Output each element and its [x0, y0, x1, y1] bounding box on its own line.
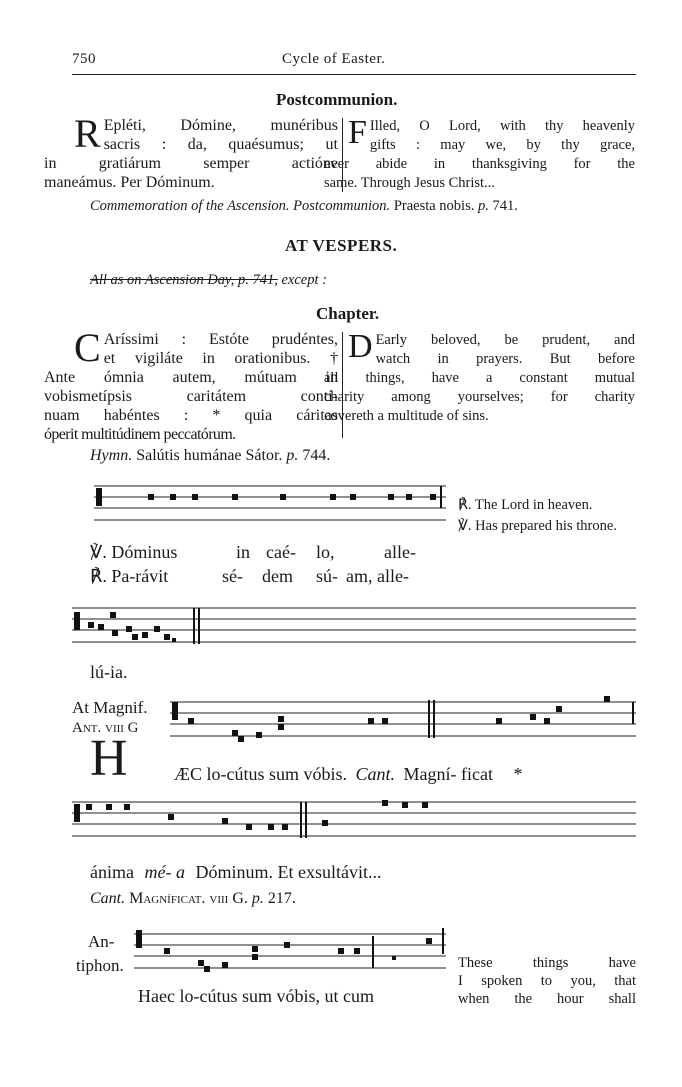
magnificat-initial: H	[90, 730, 128, 787]
latin-line: maneámus. Per Dóminum.	[44, 174, 215, 191]
latin-line: et vigiláte in orationibus. †	[103, 350, 338, 367]
cant-label: Cant.	[90, 890, 126, 907]
syllable: mé- a	[144, 862, 185, 882]
postcommunion-english	[324, 114, 635, 193]
drop-cap: R	[74, 111, 101, 156]
page-ref: 741.	[492, 198, 518, 214]
running-title: Cycle of Easter.	[282, 51, 386, 67]
struck-text: All as on Ascension Day, p. 741,	[90, 272, 278, 288]
antiphon-text: Haec lo-cútus sum vóbis, ut cum	[138, 986, 374, 1006]
syllable: ℣. Dóminus	[90, 542, 178, 562]
clef-icon	[74, 804, 80, 822]
tiphon-label: tiphon.	[76, 956, 124, 975]
english-line: ever abide in thanksgiving for the	[324, 156, 635, 172]
drop-cap: D	[348, 328, 373, 365]
commemoration-tail: Praesta nobis.	[393, 198, 475, 214]
latin-line: óperit multitúdinem peccatórum.	[44, 426, 236, 443]
english-line: covereth a multitude of sins.	[324, 408, 489, 424]
syllable: am, alle-	[346, 566, 409, 586]
drop-cap: C	[74, 325, 101, 370]
header-rule	[72, 74, 636, 75]
chapter-latin	[44, 325, 338, 444]
antiphon-english	[458, 954, 636, 1008]
page-ref: 217.	[267, 890, 296, 907]
chant-staff-1	[94, 482, 446, 528]
vespers-heading: AT VESPERS.	[285, 236, 398, 255]
latin-line: vobismetípsis caritátem contí-	[44, 388, 338, 405]
hymn-line	[90, 447, 330, 465]
latin-line: nuam habéntes : * quia cáritas	[44, 407, 338, 424]
clef-icon	[136, 930, 142, 948]
syllable: alle-	[384, 542, 416, 562]
syllable: sé-	[222, 566, 243, 586]
antiphon-label	[76, 930, 124, 978]
clef-icon	[74, 612, 80, 630]
chant-staff-2	[72, 604, 636, 650]
chant-staff-5	[134, 926, 446, 976]
latin-line: sacris : da, quaésumus; ut	[103, 136, 338, 153]
english-line: all things, have a constant mutual	[324, 370, 635, 386]
latin-line: in gratiárum semper actióne	[44, 155, 338, 172]
clef-icon	[96, 488, 102, 506]
ant-mode-label: Ant. viii G	[72, 720, 139, 736]
english-line: when the hour shall	[458, 991, 636, 1007]
page-ref: 744.	[302, 447, 331, 464]
clef-icon	[172, 702, 178, 720]
chapter-heading: Chapter.	[316, 304, 380, 323]
syllable: lo,	[316, 542, 335, 562]
antiphon-text: ÆC lo-cútus sum vóbis.	[174, 764, 348, 784]
hymn-text: Salútis humánae Sátor.	[136, 447, 283, 464]
hymn-label: Hymn.	[90, 447, 133, 464]
magnif-label: At Magnif.	[72, 698, 148, 717]
cant-label: Cant.	[355, 764, 396, 784]
magnificat-text-line1	[174, 764, 523, 785]
an-label: An-	[88, 932, 115, 951]
chant-staff-4	[72, 798, 636, 844]
syllable: caé-	[266, 542, 296, 562]
syllable: in	[236, 542, 251, 562]
cant-reference	[90, 890, 296, 908]
alleluia-syllables: lú-ia.	[90, 662, 128, 682]
postcommunion-latin	[44, 111, 338, 192]
except-text: except :	[281, 272, 327, 288]
english-line: Early beloved, be prudent, and	[375, 332, 635, 348]
postcommunion-heading: Postcommunion.	[276, 90, 398, 109]
vespers-note	[90, 272, 327, 289]
english-line: watch in prayers. But before	[375, 351, 635, 367]
chapter-english	[324, 328, 635, 426]
magnificat-word: Magní- ficat	[403, 764, 493, 784]
drop-cap: F	[348, 114, 367, 151]
versicle-latin	[90, 540, 440, 588]
versicle-english	[458, 496, 636, 536]
syllable: ℟. Pa-rávit	[90, 566, 169, 586]
english-line: These things have	[458, 955, 636, 971]
cant-text: Magníficat. viii G.	[129, 890, 248, 907]
page-abbrev: p.	[286, 447, 299, 464]
syllable: dem	[262, 566, 293, 586]
english-line: I spoken to you, that	[458, 973, 636, 989]
latin-line: Epléti, Dómine, munéribus	[103, 117, 338, 134]
page-abbrev: p.	[251, 890, 264, 907]
page-abbrev: p.	[477, 198, 489, 214]
syllable: ánima	[90, 862, 134, 882]
asterisk: *	[513, 764, 523, 784]
english-r: ℟. The Lord in heaven.	[458, 497, 593, 513]
chant-staff-3	[170, 696, 636, 746]
english-line: same. Through Jesus Christ...	[324, 175, 495, 191]
english-line: gifts : may we, by thy grace,	[369, 137, 635, 153]
syllable: Dóminum. Et exsultávit...	[195, 862, 382, 882]
syllable: sú-	[316, 566, 338, 586]
latin-line: Ante ómnia autem, mútuam in	[44, 369, 338, 386]
magnificat-text-line2	[90, 862, 381, 883]
english-line: Illed, O Lord, with thy heavenly	[369, 118, 635, 134]
english-v: ℣. Has prepared his throne.	[458, 518, 617, 534]
english-line: charity among yourselves; for charity	[324, 389, 635, 405]
commemoration-label: Commemoration of the Ascension. Postcommunion.	[90, 198, 391, 214]
latin-line: Aríssimi : Estóte prudéntes,	[103, 331, 338, 348]
commemoration-line	[90, 198, 518, 215]
page-number: 750	[72, 51, 96, 67]
